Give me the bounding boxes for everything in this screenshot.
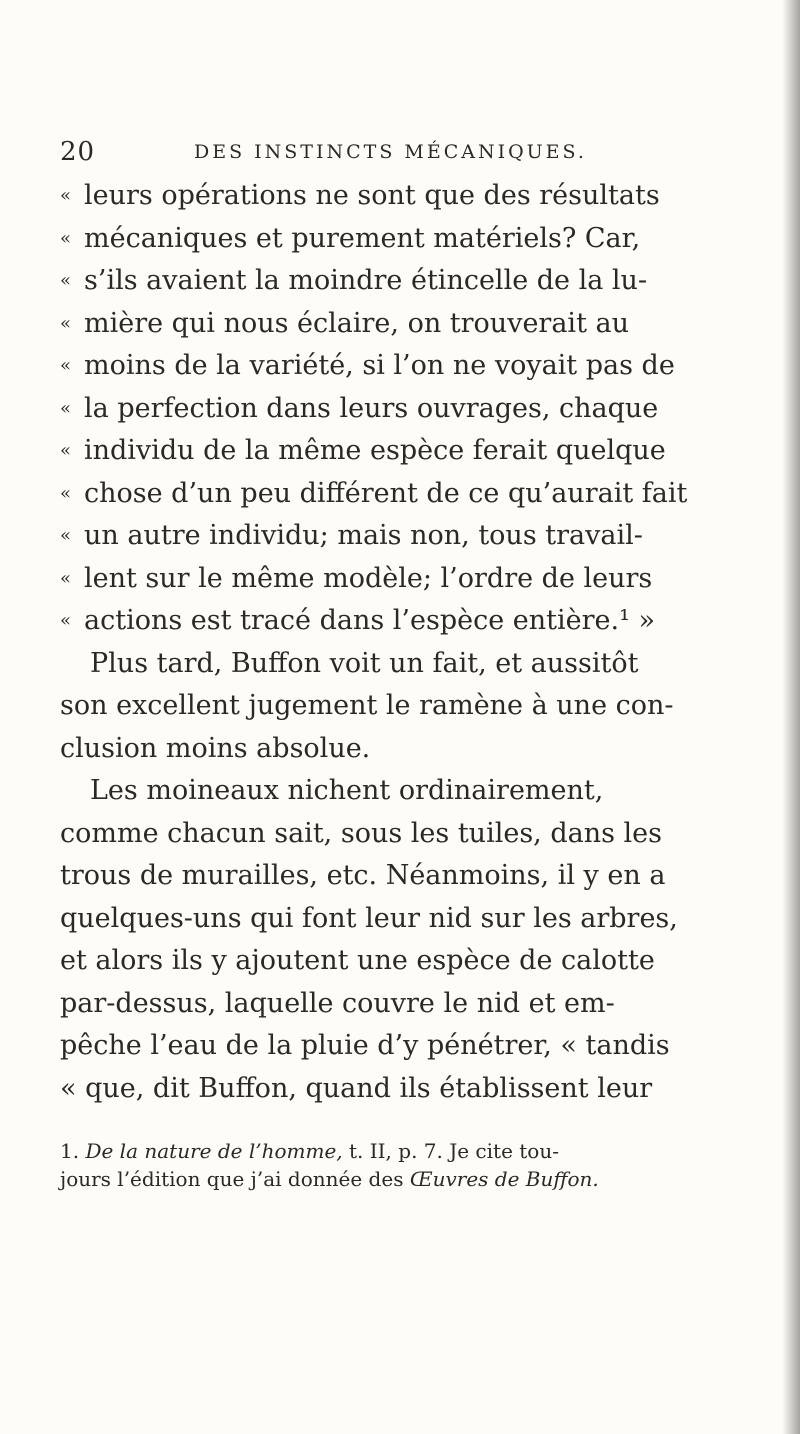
text-line bbox=[60, 686, 674, 726]
text-line bbox=[60, 304, 629, 344]
text-line bbox=[60, 219, 640, 259]
line-text: mécaniques et purement matériels? Car, bbox=[84, 222, 641, 254]
line-text: Les moineaux nichent ordinairement, bbox=[90, 775, 604, 806]
text-line bbox=[60, 899, 678, 939]
quote-mark: « bbox=[60, 610, 72, 631]
text-line bbox=[60, 474, 687, 514]
page-header bbox=[60, 132, 740, 172]
text-line bbox=[60, 516, 643, 556]
footnote-work-title: Œuvres de Buffon. bbox=[409, 1167, 599, 1191]
line-text: moins de la variété, si l’on ne voyait pas de bbox=[84, 350, 675, 381]
text-line bbox=[60, 176, 660, 216]
line-text: quelques-uns qui font leur nid sur les arbres, bbox=[60, 902, 678, 934]
quote-mark: « bbox=[60, 312, 72, 334]
line-text: « que, dit Buffon, quand ils établissent leur bbox=[60, 1072, 653, 1104]
text-line bbox=[60, 856, 665, 896]
text-line bbox=[60, 389, 658, 429]
line-text: actions est tracé dans l’espèce entière.¹ » bbox=[84, 605, 656, 636]
text-line bbox=[60, 729, 370, 769]
quote-mark: « bbox=[60, 567, 72, 589]
quote-mark: « bbox=[60, 525, 72, 546]
text-line bbox=[60, 601, 655, 641]
line-text: chose d’un peu différent de ce qu’aurait fait bbox=[84, 477, 688, 509]
text-line bbox=[60, 1069, 652, 1109]
line-text: par-dessus, laquelle couvre le nid et em- bbox=[60, 987, 615, 1019]
text-line bbox=[60, 1026, 670, 1066]
quote-mark: « bbox=[60, 227, 72, 249]
line-text: individu de la même espèce ferait quelque bbox=[84, 435, 666, 466]
line-text: s’ils avaient la moindre étincelle de la lu- bbox=[84, 265, 648, 296]
text-line bbox=[60, 941, 655, 981]
text-line bbox=[60, 771, 603, 811]
line-text: et alors ils y ajoutent une espèce de calotte bbox=[60, 945, 655, 976]
quote-mark: « bbox=[60, 185, 72, 206]
page-number: 20 bbox=[60, 137, 96, 167]
line-text: son excellent jugement le ramène à une con- bbox=[60, 690, 674, 721]
footnote-number: 1. bbox=[60, 1139, 80, 1163]
footnote-line-2-text: jours l’édition que j’ai donnée des bbox=[60, 1167, 404, 1191]
line-text: trous de murailles, etc. Néanmoins, il y en a bbox=[60, 860, 666, 891]
text-line bbox=[60, 559, 652, 599]
footnote-line-1 bbox=[60, 1138, 750, 1164]
line-text: mière qui nous éclaire, on trouverait au bbox=[84, 307, 629, 339]
text-line bbox=[60, 346, 675, 386]
text-line bbox=[60, 814, 662, 854]
quote-mark: « bbox=[60, 440, 72, 461]
line-text: clusion moins absolue. bbox=[60, 732, 371, 764]
quote-mark: « bbox=[60, 355, 72, 376]
text-line bbox=[60, 431, 666, 471]
text-line bbox=[60, 261, 647, 301]
line-text: Plus tard, Buffon voit un fait, et aussitôt bbox=[90, 647, 639, 679]
line-text: comme chacun sait, sous les tuiles, dans les bbox=[60, 817, 663, 849]
footnote-reference: t. II, p. 7. Je cite tou- bbox=[349, 1139, 559, 1163]
line-text: un autre individu; mais non, tous travail- bbox=[84, 520, 643, 551]
footnote-line-2 bbox=[60, 1166, 750, 1192]
text-line bbox=[60, 644, 638, 684]
running-title: DES INSTINCTS MÉCANIQUES. bbox=[194, 141, 587, 163]
text-line bbox=[60, 984, 615, 1024]
page-edge-shadow bbox=[782, 0, 800, 1434]
line-text: leurs opérations ne sont que des résultats bbox=[84, 180, 660, 211]
footnote-title: De la nature de l’homme, bbox=[85, 1139, 343, 1163]
line-text: lent sur le même modèle; l’ordre de leurs bbox=[84, 562, 653, 594]
quote-mark: « bbox=[60, 397, 72, 419]
quote-mark: « bbox=[60, 482, 72, 504]
quote-mark: « bbox=[60, 270, 72, 291]
line-text: la perfection dans leurs ouvrages, chaque bbox=[84, 392, 659, 424]
line-text: pêche l’eau de la pluie d’y pénétrer, « tandis bbox=[60, 1030, 670, 1061]
